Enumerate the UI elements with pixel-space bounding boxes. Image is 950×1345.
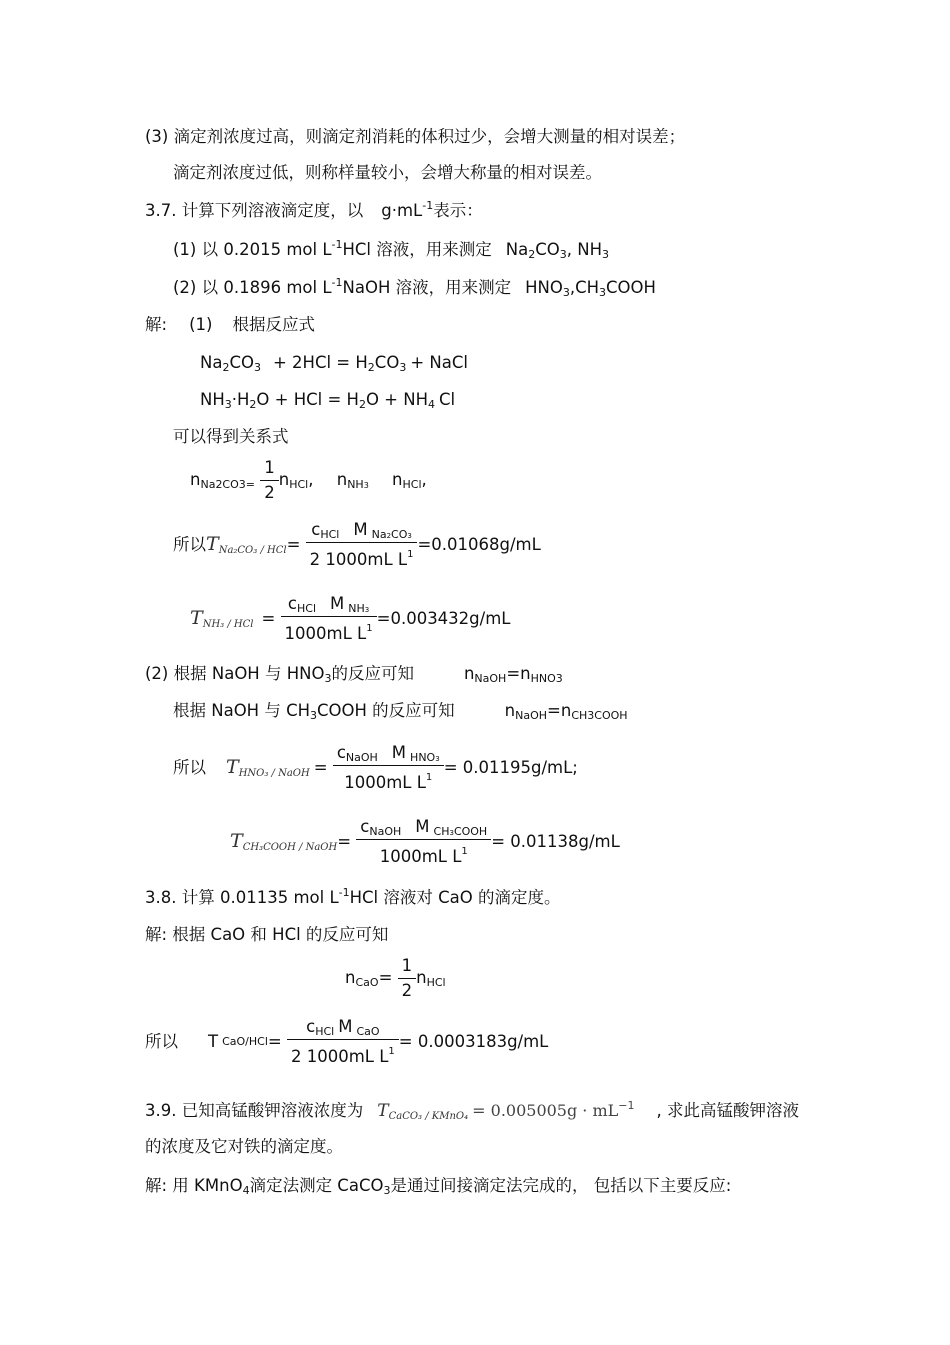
- titer-symbol: TCaCO₃ / KMnO₄: [377, 1101, 469, 1122]
- fraction-one-half-2: $\frac{1}{2}$: [398, 956, 417, 1001]
- question-3-7-part-1: (1) 以 0.2015 mol $L^{-1}HCl$ 溶液，用来测定 $Na_2CO_3$, $NH_3$: [173, 238, 609, 261]
- titer-na2co3-formula: 所以TNa₂CO₃ / HCl= $\frac{\text{cHCl M Na2CO3}}{2 1000mL L^1}$ =0.01068g/mL: [173, 520, 541, 569]
- fraction-one-half: $\frac{1}{2}$: [260, 458, 279, 503]
- titer-ch3cooh-formula: TCH₃COOH / NaOH= $\frac{\text{cNaOH M CH3COOH}}{1000mL L^1}$ = 0.01138g/mL: [230, 817, 620, 866]
- solution-3-8-heading: 解: 根据 CaO 和 HCl 的反应可知: [145, 925, 389, 944]
- titer-symbol: TNa₂CO₃ / HCl: [206, 532, 287, 556]
- fraction-nh3: $\frac{\text{cHCl M NH3}}{1000mL L^1}$: [281, 594, 377, 644]
- question-3-9-line-2: 的浓度及它对铁的滴定度。: [145, 1137, 343, 1156]
- solution-2-line-2: 根据 NaOH 与 $CH_3COOH$ 的反应可知 nNaOH=nCH3COOH: [173, 701, 628, 722]
- solution-3-9-heading: 解: 用 KMnO$_4$滴定法测定 CaCO$_3$是通过间接滴定法完成的， 包括以下主要反应:: [145, 1176, 732, 1197]
- fraction-cao: $\frac{\text{cHCl M CaO}}{2 1000mL L^1}$: [287, 1017, 399, 1067]
- titer-symbol: TNH₃ / HCl: [190, 606, 254, 630]
- fraction-ch3cooh: $\frac{\text{cNaOH M CH3COOH}}{1000mL L^1}$: [356, 817, 491, 867]
- relation-cao-formula: nCaO= $\frac{1}{2}$ nHCl: [345, 956, 446, 1000]
- solution-2-line-1: (2) 根据 NaOH 与 $HNO_3$的反应可知 nNaOH=nHNO3: [145, 664, 563, 685]
- solution-1-heading: 解: (1) 根据反应式: [145, 315, 315, 334]
- titer-cao-formula: 所以 T CaO/HCl= $\frac{\text{cHCl M CaO}}{2 1000mL L^1}$ = 0.0003183g/mL: [145, 1017, 549, 1066]
- answer-3-line-1: (3) 滴定剂浓度过高，则滴定剂消耗的体积过少，会增大测量的相对误差；: [145, 127, 686, 146]
- reaction-1: $Na_2CO_3 + 2HCl = H_2CO_3$ + NaCl: [200, 353, 468, 374]
- titer-symbol: TCH₃COOH / NaOH: [230, 829, 338, 853]
- titer-hno3-formula: 所以 THNO₃ / NaOH = $\frac{\text{cNaOH M HNO3}}{1000mL L^1}$ = 0.01195g/mL;: [173, 743, 578, 792]
- relation-heading: 可以得到关系式: [173, 427, 289, 446]
- titer-symbol: THNO₃ / NaOH: [226, 755, 310, 779]
- relation-formula: nNa2CO3= $\frac{1}{2}$ nHCl, nNH3 nHCl,: [190, 458, 427, 502]
- reaction-2: $NH_3\cdot H_2O$ + HCl = $H_2O + NH_4$ Cl: [200, 390, 456, 411]
- fraction-hno3: $\frac{\text{cNaOH M HNO3}}{1000mL L^1}$: [333, 743, 444, 793]
- titer-nh3-formula: TNH₃ / HCl = $\frac{\text{cHCl M NH3}}{1000mL L^1}$ =0.003432g/mL: [190, 594, 511, 643]
- question-3-9-line-1: 3.9. 已知高锰酸钾溶液浓度为 TCaCO₃ / KMnO₄ = $0.005005g \cdot mL^{-1}$ , 求此高锰酸钾溶液: [145, 1099, 799, 1122]
- fraction-na2co3: $\frac{\text{cHCl M Na2CO3}}{2 1000mL L^1}$: [306, 520, 418, 570]
- question-3-7: 3.7. 计算下列溶液滴定度，以 $g\cdot mL^{-1}$表示：: [145, 199, 483, 220]
- answer-3-line-2: 滴定剂浓度过低，则称样量较小，会增大称量的相对误差。: [173, 163, 602, 182]
- question-3-8: 3.8. 计算 0.01135 mol $L^{-1}HCl$ 溶液对 CaO 的滴定度。: [145, 886, 561, 907]
- question-3-7-part-2: (2) 以 0.1896 mol $L^{-1}NaOH$ 溶液，用来测定 $HNO_3,CH_3COOH$: [173, 276, 656, 299]
